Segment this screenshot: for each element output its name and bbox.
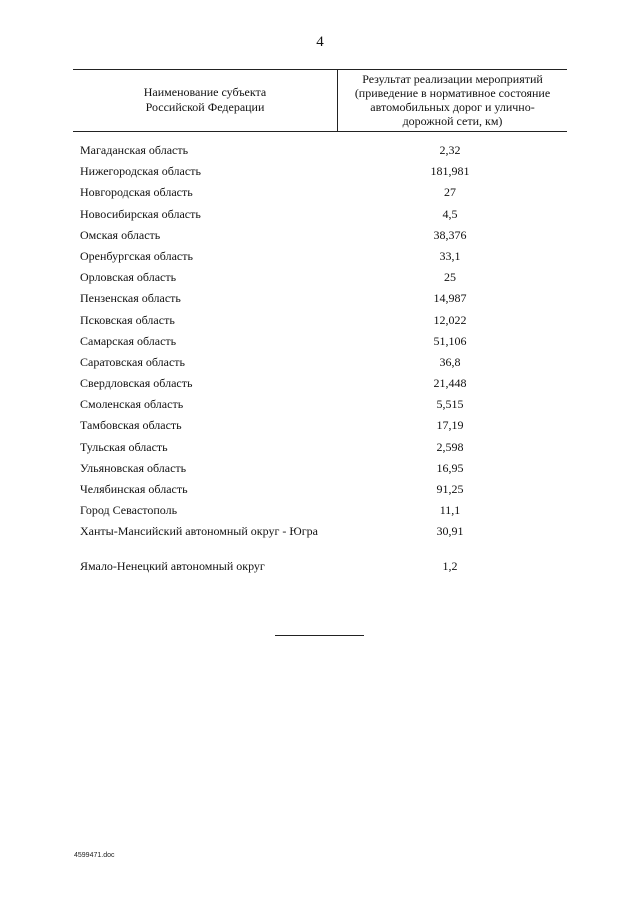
region-name: Тамбовская область [80, 418, 182, 433]
region-name: Псковская область [80, 312, 175, 327]
region-name: Ханты-Мансийский автономный округ - Югра [80, 524, 318, 539]
table-row [0, 140, 640, 161]
region-name: Пензенская область [80, 291, 181, 306]
region-name: Челябинская область [80, 482, 188, 496]
table-row [0, 161, 640, 182]
result-value: 36,8 [439, 354, 461, 369]
region-name: Ямало-Ненецкий автономный округ [80, 559, 265, 574]
result-value: 38,376 [433, 227, 467, 242]
table-row [0, 479, 640, 500]
result-value: 16,95 [436, 460, 464, 475]
result-value: 4,5 [442, 206, 458, 221]
result-value: 91,25 [436, 482, 464, 496]
header-right-line: дорожной сети, км) [402, 114, 503, 128]
table-row [0, 352, 640, 373]
result-value: 2,598 [436, 439, 464, 454]
result-value: 2,32 [439, 143, 461, 157]
table-header [73, 69, 567, 132]
table-row [0, 373, 640, 394]
header-right-line: автомобильных дорог и улично- [370, 100, 535, 114]
region-name: Город Севастополь [80, 503, 178, 518]
header-right-line: Результат реализации мероприятий [362, 72, 543, 86]
table-row [0, 556, 640, 577]
region-name: Нижегородская область [80, 164, 201, 179]
table-row [0, 204, 640, 225]
result-value: 17,19 [436, 418, 464, 433]
result-value: 11,1 [439, 503, 461, 518]
result-value: 5,515 [436, 397, 464, 412]
table-row [0, 415, 640, 436]
region-name: Орловская область [80, 270, 177, 285]
table-row [0, 288, 640, 309]
result-value: 14,987 [433, 291, 467, 306]
table-row [0, 437, 640, 458]
end-separator-line [275, 635, 364, 636]
result-value: 25 [444, 270, 456, 285]
table-row [0, 310, 640, 331]
table-row [0, 267, 640, 288]
header-subject-column [73, 85, 337, 115]
region-name: Саратовская область [80, 354, 186, 369]
header-left-line: Наименование субъекта [143, 85, 267, 99]
header-right-line: (приведение в нормативное состояние [354, 86, 551, 100]
region-name: Новосибирская область [80, 206, 201, 221]
header-left-line: Российской Федерации [145, 100, 265, 114]
table-row [0, 225, 640, 246]
result-value: 30,91 [436, 524, 464, 539]
region-name: Свердловская область [80, 376, 193, 391]
result-value: 1,2 [442, 559, 458, 574]
result-value: 51,106 [433, 333, 467, 348]
result-value: 27 [444, 185, 456, 200]
region-name: Тульская область [80, 439, 168, 454]
region-name: Оренбургская область [80, 248, 193, 263]
table-row [0, 246, 640, 267]
table-row [0, 394, 640, 415]
header-result-column [338, 72, 567, 128]
table-row [0, 182, 640, 203]
result-value: 181,981 [430, 164, 470, 179]
table-row [0, 500, 640, 521]
result-value: 21,448 [433, 376, 467, 391]
region-name: Магаданская область [80, 143, 189, 157]
page-number: 4 [316, 34, 324, 50]
table-row [0, 521, 640, 553]
region-name: Ульяновская область [80, 460, 187, 475]
result-value: 33,1 [439, 248, 461, 263]
region-name: Омская область [80, 227, 161, 242]
region-name: Смоленская область [80, 397, 184, 412]
table-row [0, 458, 640, 479]
table-body [0, 140, 640, 578]
result-value: 12,022 [433, 312, 467, 327]
document-filename: 4599471.doc [74, 852, 115, 859]
table-row [0, 331, 640, 352]
region-name: Самарская область [80, 333, 177, 348]
region-name: Новгородская область [80, 185, 193, 200]
